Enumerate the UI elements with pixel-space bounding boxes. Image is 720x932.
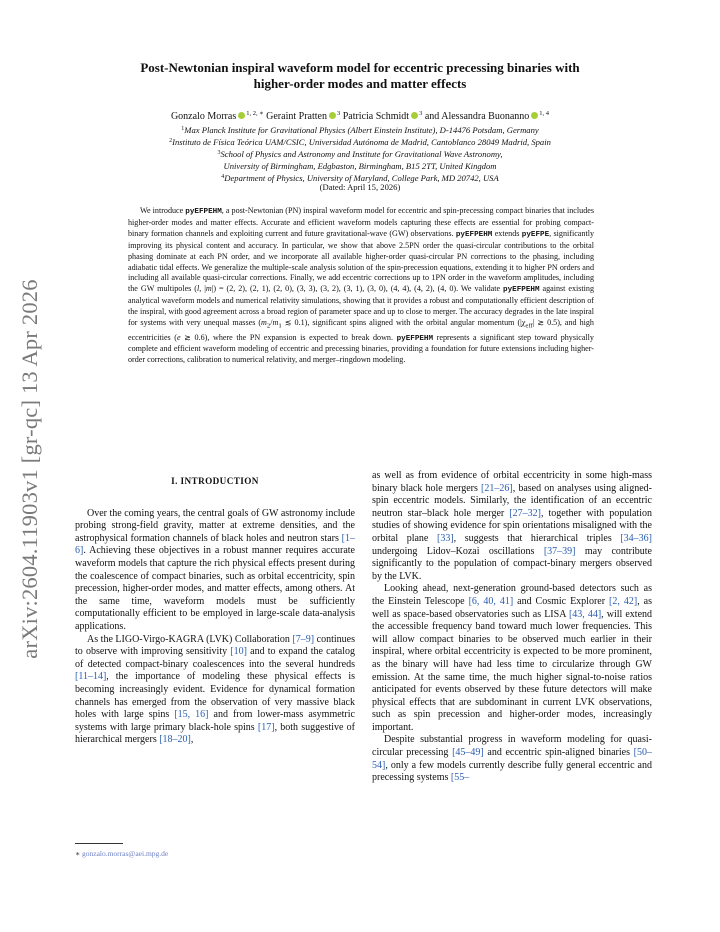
paragraph: Looking ahead, next-generation ground-based detectors such as the Einstein Telescope [6, 40, 41] and Cosmic Explorer [2, 42], as well as space-based observatories such as LISA [43, 44], will extend the accessible frequency band toward much lower frequencies. This will allow compact binaries to be observed much earlier in their inspiral, where orbital eccentricity is expected to be more prominent, as the binary will have had less time to circularize through GW emission. At the same time, the much higher signal-to-noise ratios anticipated for events observed by these future detectors will make physical effects that are subdominant in current LVK observations, such as spin precession and higher-order modes, increasingly important. — [372, 583, 653, 733]
author-name: Alessandra Buonanno — [441, 111, 530, 122]
author-name: Gonzalo Morras — [170, 111, 237, 122]
paragraph: as well as from evidence of orbital eccentricity in some high-mass binary black hole mergers [21–26], based on analyses using aligned-spin eccentric models. Similarly, the identification of an eccentric neutron star–black hole merger [27–32], together with population studies of showing evidence for spin orientations misaligned with the orbital plane [33], suggests that hierarchical triples [34–36] undergoing Lidov–Kozai oscillations [37–39] may contribute significantly to the population of compact-binary mergers observed by the LVK. — [372, 470, 652, 582]
footnote-marker: ∗ — [75, 849, 81, 858]
paper-title — [80, 60, 640, 92]
paragraph: Despite substantial progress in waveform modeling for quasi-circular precessing [45–49] and eccentric spin-aligned binaries [50–54], only a few models currently describe fully general eccentric and precessing systems [55– — [372, 734, 652, 784]
affiliation-line: $^2$Instituto de Física Teórica UAM/CSIC, Universidad Autónoma de Madrid, Cantoblanco 28049 Madrid, Spain — [169, 137, 551, 147]
footnote-rule — [75, 843, 123, 844]
orcid-icon[interactable] — [531, 112, 538, 119]
orcid-icon[interactable] — [411, 112, 418, 119]
author-name: Geraint Pratten — [266, 111, 327, 122]
arxiv-identifier: arXiv:2604.11903v1 [gr-qc] 13 Apr 2026 — [17, 279, 42, 659]
author-list: Gonzalo Morras $^{1, 2, ∗}$ Geraint Pratten $^3$ Patricia Schmidt $^3$ and Alessandra Buonanno $^{1, 4}$ — [170, 110, 550, 122]
left-column — [75, 470, 355, 747]
author-affil-sup: 1, 2, ∗ — [246, 110, 264, 117]
affiliation-line: $^4$Department of Physics, University of Maryland, College Park, MD 20742, USA — [221, 173, 499, 183]
orcid-icon[interactable] — [329, 112, 336, 119]
dated-line: (Dated: April 15, 2026) — [319, 182, 401, 192]
paragraph: Over the coming years, the central goals of GW astronomy include probing strong-field gravity, matter at extreme densities, and the astrophysical formation channels of black holes and neutron stars [1–6]. Achieving these objectives in a robust manner requires accurate waveform models that capture the rich physical effects present during the coalescence of compact binaries, such as orbital eccentricity, spin precession, higher-order modes, and matter effects, among others. At the same time, waveform models must be sufficiently computationally efficient to be employed in large-scale data-analysis applications. — [75, 507, 355, 632]
affiliation-list — [80, 124, 640, 184]
right-column — [372, 470, 652, 785]
affiliation-line: University of Birmingham, Edgbaston, Birmingham, B15 2TT, United Kingdom — [223, 161, 497, 171]
author-name: Patricia Schmidt — [342, 111, 410, 122]
author-affil-sup: 3 — [419, 110, 423, 117]
abstract: We introduce pyEFPEHM, a post-Newtonian (PN) inspiral waveform model for eccentric and spin-precessing compact binaries that includes higher-order modes and matter effects. Accurate and efficient waveform models capturing these effects are essential for probing compact-binary formation channels and exploiting current and future gravitational-wave (GW) observations. pyEFPEHM extends pyEFPE, significantly improving its physical content and accuracy. In particular, we show that above 2.5PN order the quasi-circular contributions to the orbital phasing dominate at each PN order, and we incorporate all available higher-order quasi-circular PN corrections to the phasing, including adiabatic tidal effects. We generalize the multiple-scale analysis solution of the spin-precession equations, extending it to higher PN orders and including all available quasi-circular corrections. Finally, we add eccentric corrections up to 1PN order in the waveform amplitudes, including the GW multipoles (l, |m|) = (2, 2), (2, 1), (2, 0), (3, 3), (3, 2), (3, 1), (3, 0), (4, 4), (4, 2), (4, 0). We validate pyEFPEHM against existing analytical waveform models and numerical relativity simulations, showing that it provides a robust and computationally efficient description of the inspiral, with good agreement across a broad region of parameter space and up to close to merger. The accuracy degrades in the late inspiral for systems with very unequal masses ($m_2/m_1$ ≲ 0.1), significant spins aligned with the orbital angular momentum ($|\chi_{eff}|$ ≳ 0.5), and high eccentricities (e ≳ 0.6), where the PN expansion is expected to break down. pyEFPEHM represents a significant step toward physically complete and efficient waveform modeling of eccentric and precessing binaries, providing a foundation for future extensions including higher-order corrections, calibration to numerical relativity, and merger–ringdown modeling. — [128, 206, 594, 365]
title-line-2: higher-order modes and matter effects — [253, 76, 467, 91]
author-affil-sup: 1, 4 — [539, 110, 550, 117]
author-affil-sup: 3 — [336, 110, 341, 117]
affiliation-line: $^3$School of Physics and Astronomy and Institute for Gravitational Wave Astronomy, — [217, 149, 503, 159]
paragraph: As the LIGO-Virgo-KAGRA (LVK) Collaboration [7–9] continues to observe with improving sensitivity [10] and to expand the catalog of detected compact-binary coalescences into the several hundreds [11–14], the importance of modeling these physical effects is becoming increasingly evident. Evidence for dynamical formation channels has emerged from the observation of very massive black holes with large spins [15, 16] and from lower-mass asymmetric systems with large primary black-hole spins [17], both suggestive of hierarchical mergers [18–20], — [75, 633, 356, 746]
footnote — [75, 849, 168, 859]
orcid-icon[interactable] — [238, 112, 245, 119]
arxiv-sidebar-stamp — [10, 279, 50, 659]
title-line-1: Post-Newtonian inspiral waveform model for eccentric precessing binaries with — [140, 60, 580, 75]
email-link[interactable]: gonzalo.morras@aei.mpg.de — [81, 849, 169, 858]
affiliation-line: $^1$Max Planck Institute for Gravitational Physics (Albert Einstein Institute), D-14476 Potsdam, Germany — [181, 125, 539, 135]
section-heading: I. INTRODUCTION — [171, 476, 259, 486]
